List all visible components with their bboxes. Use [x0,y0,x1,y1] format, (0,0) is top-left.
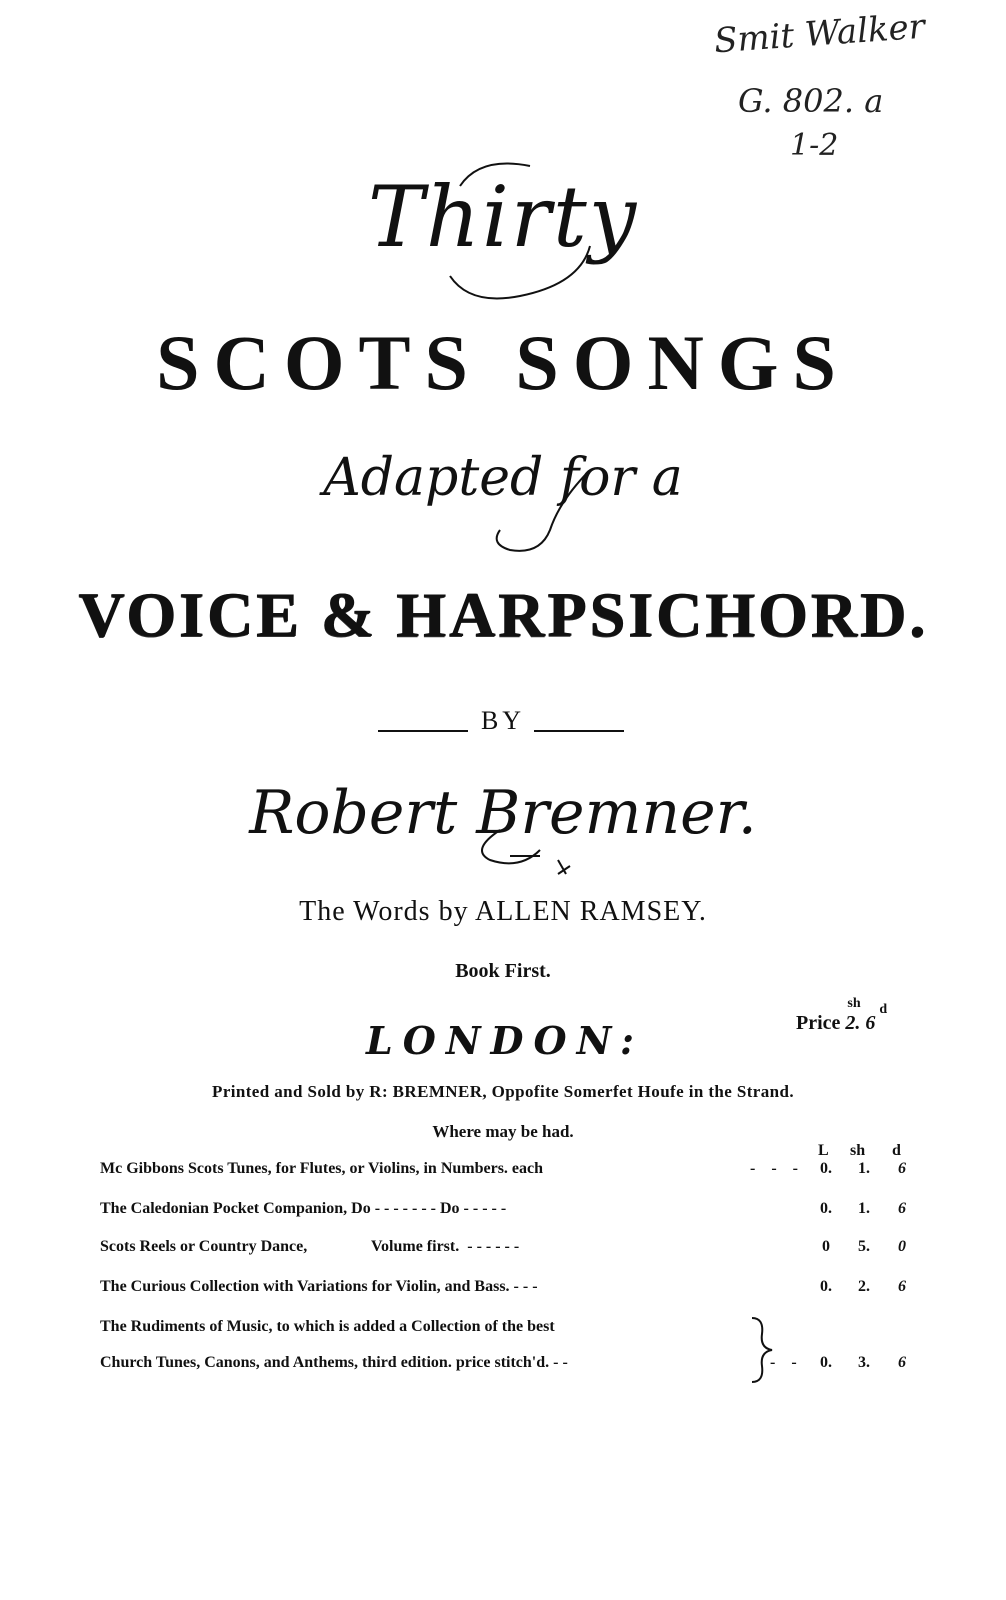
words-by: The Words by ALLEN RAMSEY. [299,896,707,927]
title-scots-songs: SCOTS SONGS [156,319,850,406]
flourish-thirty-icon [360,156,660,306]
catalogue-title: Scots Reels or Country Dance, Volume first. - - - - - - [100,1238,520,1255]
catalogue-pence: 6 [898,1278,906,1295]
catalogue-shillings: 5. [858,1238,870,1255]
catalogue-leader: - - [770,1354,803,1371]
by-label: BY [480,706,526,735]
catalogue-pounds: 0. [820,1160,832,1177]
catalogue-pounds: 0. [820,1200,832,1217]
catalogue-pounds: 0 [822,1238,830,1255]
title-thirty: Thirty [367,168,639,266]
where-may-be-had: Where may be had. [432,1122,574,1141]
flourish-for-icon [440,470,640,560]
catalogue-row [100,1278,920,1304]
catalogue-title: The Curious Collection with Variations for Violin, and Bass. - - - [100,1278,538,1295]
manuscript-signature: Smit Walker [712,6,927,62]
catalogue-row [100,1160,920,1186]
manuscript-shelfmark: G. 802. a [738,82,884,120]
catalogue-row [100,1200,920,1226]
subtitle-adapted: Adapted for a [323,448,683,508]
catalogue-pounds: 0. [820,1278,832,1295]
header-pounds: L [818,1142,829,1159]
subtitle-voice-harpsichord: VOICE & HARPSICHORD. [78,579,928,650]
catalogue-pence: 6 [898,1160,906,1177]
price-pence: 6 [865,1012,876,1034]
catalogue-leader: - - - [750,1160,804,1177]
catalogue-shillings: 1. [858,1200,870,1217]
price-unit-d: d [879,1002,888,1017]
catalogue-row [100,1318,920,1344]
composer-name: Robert Bremner. [249,778,757,848]
catalogue-shillings: 2. [858,1278,870,1295]
price-shillings: 2. [845,1012,861,1034]
catalogue-pounds: 0. [820,1354,832,1371]
catalogue-shillings: 3. [858,1354,870,1371]
brace-icon [748,1314,778,1386]
catalogue-title: The Rudiments of Music, to which is added a Collection of the best [100,1318,555,1335]
printer-imprint: Printed and Sold by R: BREMNER, Oppofite Somerfet Houfe in the Strand. [212,1082,794,1101]
catalogue-shillings: 1. [858,1160,870,1177]
catalogue-row [100,1238,920,1264]
book-number: Book First. [455,960,551,982]
catalogue-pence: 6 [898,1200,906,1217]
rule-right [534,730,624,732]
manuscript-number: 1-2 [790,128,839,163]
price [796,996,888,1035]
catalogue-title: Church Tunes, Canons, and Anthems, third edition. price stitch'd. - - [100,1354,568,1371]
flourish-composer-icon [470,820,590,880]
catalogue-pence: 6 [898,1354,906,1371]
catalogue-pence: 0 [898,1238,906,1255]
catalogue-row [100,1354,920,1380]
price-label: Price [796,1012,841,1034]
catalogue-title: Mc Gibbons Scots Tunes, for Flutes, or Violins, in Numbers. each [100,1160,544,1177]
imprint-city: LONDON: [366,1018,645,1063]
catalogue-title: The Caledonian Pocket Companion, Do - - - - - - - Do - - - - - [100,1200,507,1217]
price-unit-sh: sh [847,996,861,1011]
header-pence: d [892,1142,901,1159]
header-shillings: sh [850,1142,866,1159]
